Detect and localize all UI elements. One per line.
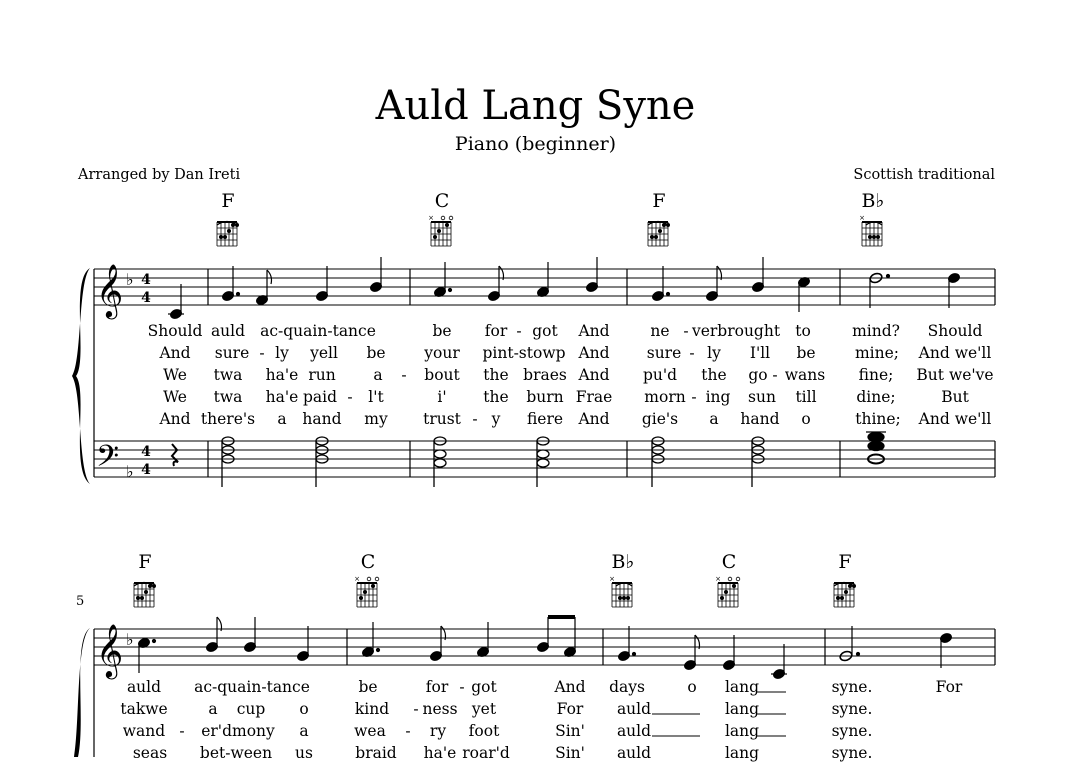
lyric-syllable: - xyxy=(772,366,778,384)
lyric-syllable: - xyxy=(516,322,522,340)
chord-diagram xyxy=(134,583,156,608)
lyric-syllable: auld xyxy=(616,700,652,718)
lyric-syllable: ha'e xyxy=(423,744,457,762)
lyric-syllable: hand xyxy=(740,410,780,428)
lyric-syllable: the xyxy=(483,366,509,384)
lyric-syllable: mine; xyxy=(854,344,900,362)
lyric-syllable: - xyxy=(179,722,185,740)
chord-name: C xyxy=(721,551,737,573)
lyric-syllable: us xyxy=(295,744,313,762)
lyric-syllable: ness xyxy=(422,700,458,718)
lyric-syllable: for xyxy=(425,678,449,696)
lyric-syllable: wand xyxy=(122,722,166,740)
lyric-syllable: o xyxy=(801,410,811,428)
lyric-syllable: ac-quain-tance xyxy=(194,678,310,696)
lyric-syllable: lang xyxy=(724,744,760,762)
time-signature: 4 xyxy=(141,272,151,288)
chord-diagram xyxy=(428,214,453,246)
lyric-syllable: - xyxy=(405,722,411,740)
lyric-syllable: yet xyxy=(471,700,497,718)
lyric-syllable: fine; xyxy=(858,366,894,384)
lyric-syllable: braes xyxy=(523,366,567,384)
lyric-syllable: to xyxy=(795,322,811,340)
chord-diagram xyxy=(609,575,632,607)
treble-clef: 𝄞 xyxy=(96,263,124,317)
chord-name: B♭ xyxy=(861,190,885,212)
lyric-syllable: burn xyxy=(526,388,564,406)
bass-clef: 𝄢 xyxy=(96,440,120,481)
lyric-syllable: - xyxy=(691,388,697,406)
lyric-syllable: lang xyxy=(724,700,760,718)
lyric-syllable: a xyxy=(277,410,287,428)
composer-credit: Scottish traditional xyxy=(853,167,995,183)
lyric-syllable: paid xyxy=(302,388,338,406)
lyric-syllable: lang xyxy=(724,678,760,696)
song-title: Auld Lang Syne xyxy=(375,83,696,129)
lyric-syllable: For xyxy=(556,700,584,718)
lyric-syllable: my xyxy=(364,410,388,428)
lyric-syllable: be xyxy=(796,344,816,362)
lyric-syllable: a xyxy=(299,722,309,740)
lyric-syllable: - xyxy=(472,410,478,428)
melody-notes xyxy=(137,617,952,680)
song-subtitle: Piano (beginner) xyxy=(454,133,617,155)
key-signature-flat: ♭ xyxy=(126,630,134,649)
treble-clef: 𝄞 xyxy=(96,623,124,677)
lyric-syllable: morn xyxy=(644,388,686,406)
lyric-syllable: Sin' xyxy=(555,744,585,762)
lyric-syllable: your xyxy=(424,344,460,362)
lyric-syllable: er'dmony xyxy=(201,722,275,740)
lyric-syllable: - xyxy=(401,366,407,384)
lyric-syllable: Should xyxy=(147,322,203,340)
lyric-syllable: But xyxy=(941,388,969,406)
time-signature: 4 xyxy=(141,462,151,478)
lyric-syllable: wea xyxy=(354,722,386,740)
lyric-syllable: fiere xyxy=(526,410,564,428)
lyric-syllable: be xyxy=(366,344,386,362)
lyric-syllable: foot xyxy=(468,722,500,740)
lyric-syllable: a xyxy=(373,366,383,384)
lyric-syllable: I'll xyxy=(749,344,771,362)
lyric-syllable: - xyxy=(259,344,265,362)
lyric-syllable: We xyxy=(163,366,187,384)
lyric-syllable: auld xyxy=(126,678,162,696)
lyric-syllable: kind xyxy=(354,700,390,718)
lyric-syllable: And we'll xyxy=(918,410,992,428)
chord-name: F xyxy=(838,551,852,573)
lyric-syllable: ly xyxy=(275,344,289,362)
lyric-syllable: And xyxy=(159,344,191,362)
chord-name: C xyxy=(360,551,376,573)
chord-diagram xyxy=(715,575,740,607)
lyric-syllable: roar'd xyxy=(462,744,510,762)
lyric-syllable: And xyxy=(554,678,586,696)
lyric-syllable: o xyxy=(687,678,697,696)
lyric-syllable: wans xyxy=(784,366,826,384)
lyric-syllable: Sin' xyxy=(555,722,585,740)
chord-name: F xyxy=(652,190,666,212)
chord-diagram xyxy=(217,222,239,247)
lyric-syllable: lang xyxy=(724,722,760,740)
lyric-syllable: ha'e xyxy=(265,388,299,406)
chord-name: B♭ xyxy=(611,551,635,573)
lyric-syllable: trust xyxy=(423,410,461,428)
lyric-syllable: ing xyxy=(705,388,731,406)
key-signature-flat: ♭ xyxy=(126,462,134,481)
lyric-syllable: And xyxy=(578,366,610,384)
lyric-syllable: got xyxy=(471,678,497,696)
chord-diagram xyxy=(859,214,882,246)
chord-diagram xyxy=(834,583,856,608)
lyric-syllable: run xyxy=(308,366,336,384)
lyric-syllable: i' xyxy=(437,388,447,406)
lyric-syllable: bout xyxy=(424,366,460,384)
chord-name: F xyxy=(138,551,152,573)
lyric-syllable: ac-quain-tance xyxy=(260,322,376,340)
lyric-syllable: Should xyxy=(927,322,983,340)
grand-staff-brace xyxy=(72,268,90,484)
time-signature: 4 xyxy=(141,444,151,460)
lyric-syllable: - xyxy=(683,322,689,340)
chord-name: F xyxy=(221,190,235,212)
lyric-syllable: bet-ween xyxy=(199,744,273,762)
lyric-syllable: syne. xyxy=(831,700,873,718)
lyric-syllable: be xyxy=(358,678,378,696)
lyric-syllable: for xyxy=(484,322,508,340)
lyric-syllable: o xyxy=(299,700,309,718)
lyric-syllable: go xyxy=(748,366,768,384)
lyric-syllable: auld xyxy=(616,744,652,762)
lyric-syllable: verbrought xyxy=(691,322,781,340)
lyric-syllable: auld xyxy=(616,722,652,740)
lyric-syllable: syne. xyxy=(831,678,873,696)
lyric-syllable: thine; xyxy=(855,410,901,428)
lyric-syllable: ry xyxy=(429,722,447,740)
lyric-syllable: l't xyxy=(368,388,384,406)
lyric-syllable: there's xyxy=(200,410,256,428)
key-signature-flat: ♭ xyxy=(126,270,134,289)
lyric-syllable: Frae xyxy=(575,388,613,406)
arranger-credit: Arranged by Dan Ireti xyxy=(78,167,241,183)
lyric-syllable: gie's xyxy=(641,410,679,428)
lyric-syllable: - xyxy=(413,700,419,718)
lyric-syllable: syne. xyxy=(831,744,873,762)
lyric-syllable: And xyxy=(578,344,610,362)
grand-staff-brace xyxy=(74,628,90,757)
lyric-syllable: till xyxy=(795,388,817,406)
lyric-syllable: braid xyxy=(355,744,397,762)
lyric-syllable: a xyxy=(709,410,719,428)
lyric-syllable: yell xyxy=(310,344,338,362)
lyric-syllable: the xyxy=(483,388,509,406)
lyric-syllable: sure xyxy=(214,344,250,362)
lyric-syllable: auld xyxy=(210,322,246,340)
lyric-syllable: But we've xyxy=(916,366,994,384)
chord-diagram xyxy=(354,575,379,607)
lyric-syllable: cup xyxy=(236,700,266,718)
lyric-syllable: And xyxy=(578,410,610,428)
lyric-syllable: seas xyxy=(132,744,168,762)
lyric-syllable: twa xyxy=(213,366,243,384)
measure-number: 5 xyxy=(76,594,85,609)
lyric-syllable: And xyxy=(578,322,610,340)
lyric-syllable: And we'll xyxy=(918,344,992,362)
time-signature: 4 xyxy=(141,290,151,306)
lyric-syllable: - xyxy=(459,678,465,696)
lyric-syllable: syne. xyxy=(831,722,873,740)
lyric-syllable: For xyxy=(935,678,963,696)
lyric-syllable: mind? xyxy=(852,322,900,340)
lyric-syllable: twa xyxy=(213,388,243,406)
lyric-syllable: We xyxy=(163,388,187,406)
lyric-syllable: - xyxy=(689,344,695,362)
lyric-syllable: y xyxy=(491,410,501,428)
lyric-syllable: ne xyxy=(650,322,670,340)
lyric-syllable: a xyxy=(208,700,218,718)
lyric-syllable: days xyxy=(609,678,645,696)
lyric-syllable: dine; xyxy=(856,388,896,406)
lyric-syllable: And xyxy=(159,410,191,428)
chord-diagram xyxy=(648,222,670,247)
lyric-syllable: - xyxy=(347,388,353,406)
lyric-syllable: sun xyxy=(748,388,776,406)
lyric-syllable: pint-stowp xyxy=(482,344,566,362)
lyric-syllable: the xyxy=(701,366,727,384)
lyric-syllable: pu'd xyxy=(642,366,678,384)
chord-name: C xyxy=(434,190,450,212)
lyric-syllable: hand xyxy=(302,410,342,428)
lyric-syllable: ha'e xyxy=(265,366,299,384)
lyric-syllable: be xyxy=(432,322,452,340)
lyric-syllable: takwe xyxy=(120,700,168,718)
lyric-syllable: ly xyxy=(707,344,721,362)
lyric-syllable: sure xyxy=(646,344,682,362)
lyric-syllable: got xyxy=(532,322,558,340)
melody-notes xyxy=(168,257,961,320)
